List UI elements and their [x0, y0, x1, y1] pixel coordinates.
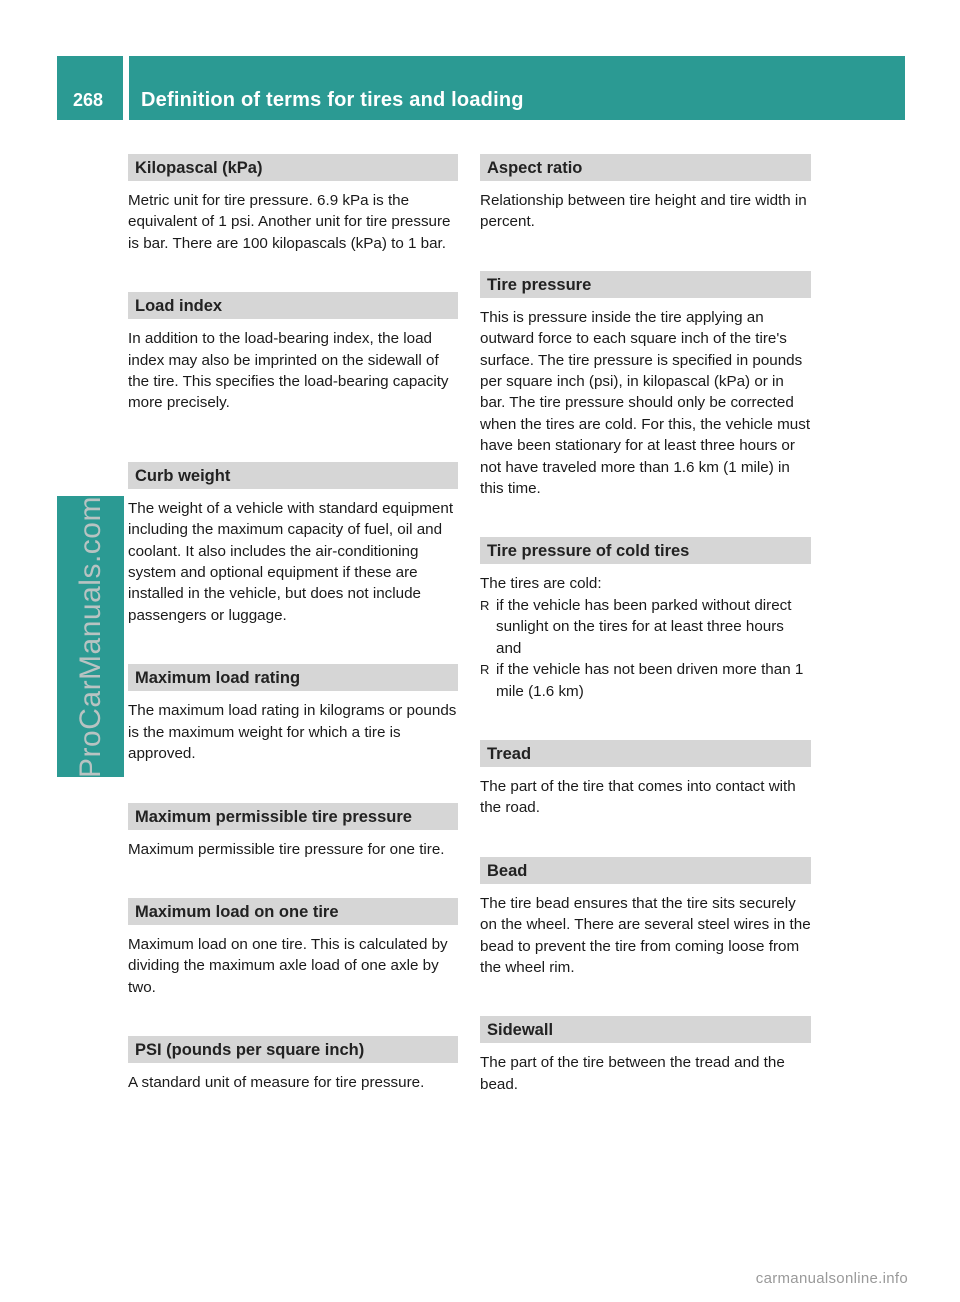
term-body: In addition to the load-bearing index, the load index may also be imprinted on the sidewall of the tire. This specifies the load-bearing capacity more precisely.	[128, 330, 449, 412]
term-heading: Curb weight	[128, 462, 458, 489]
term-bead	[480, 857, 811, 979]
term-heading: Kilopascal (kPa)	[128, 154, 458, 181]
term-body: A standard unit of measure for tire pressure.	[128, 1074, 425, 1092]
term-maximum-permissible-tire-pressure	[128, 803, 458, 860]
side-watermark	[57, 496, 124, 777]
term-body: This is pressure inside the tire applying an outward force to each square inch of the tire's surface. The tire pressure is specified in pounds per square inch (psi), in kilopascal (kPa) or in bar. The tire pressure should only be corrected when the tires are cold. For this, the vehicle must have been stationary for at least three hours or not have traveled more than 1.6 km (1 mile) in this time.	[480, 308, 811, 498]
term-maximum-load-rating	[128, 664, 458, 764]
term-heading: Maximum load on one tire	[128, 898, 458, 925]
term-heading: Tire pressure	[480, 271, 811, 298]
header-divider	[123, 56, 129, 120]
term-load-index	[128, 292, 458, 414]
term-heading: Sidewall	[480, 1016, 811, 1043]
page-number: 268	[72, 90, 104, 110]
term-heading: Tread	[480, 740, 811, 767]
term-heading: PSI (pounds per square inch)	[128, 1036, 458, 1063]
left-column	[128, 154, 458, 1094]
term-body: Maximum permissible tire pressure for one tire.	[128, 840, 445, 858]
term-body: The part of the tire that comes into contact with the road.	[480, 777, 796, 817]
bullet-list	[480, 595, 811, 702]
term-body: The tires are cold:	[480, 575, 602, 593]
term-tread	[480, 740, 811, 819]
term-body: Maximum load on one tire. This is calculated by dividing the maximum axle load of one axle by two.	[128, 935, 448, 996]
term-heading: Maximum load rating	[128, 664, 458, 691]
term-heading: Aspect ratio	[480, 154, 811, 181]
term-body: The weight of a vehicle with standard equipment including the maximum capacity of fuel, oil and coolant. It also includes the air-conditioning system and optional equipment if these are installed in the vehicle, but does not include passengers or luggage.	[128, 499, 454, 624]
term-maximum-load-on-one-tire	[128, 898, 458, 998]
term-curb-weight	[128, 462, 458, 626]
page-header	[57, 56, 905, 120]
bullet-item: R if the vehicle has not been driven more than 1 mile (1.6 km)	[480, 659, 811, 702]
term-body: Relationship between tire height and tire width in percent.	[480, 192, 807, 231]
term-aspect-ratio	[480, 154, 811, 233]
term-tire-pressure-cold	[480, 537, 811, 701]
term-kilopascal	[128, 154, 458, 254]
term-psi	[128, 1036, 458, 1093]
term-heading: Tire pressure of cold tires	[480, 537, 811, 564]
bullet-item: R if the vehicle has been parked without direct sunlight on the tires for at least three hours and	[480, 595, 811, 659]
term-body: Metric unit for tire pressure. 6.9 kPa is the equivalent of 1 psi. Another unit for tire pressure is bar. There are 100 kilopascals (kPa) to 1 bar.	[128, 192, 451, 252]
term-body: The maximum load rating in kilograms or pounds is the maximum weight for which a tire is approved.	[128, 702, 457, 763]
side-watermark-text: ProCarManuals.com	[73, 495, 107, 778]
right-column	[480, 154, 811, 1095]
term-tire-pressure	[480, 271, 811, 500]
bottom-watermark: carmanualsonline.info	[755, 1270, 908, 1287]
term-heading: Load index	[128, 292, 458, 319]
term-heading: Maximum permissible tire pressure	[128, 803, 458, 830]
term-body: The part of the tire between the tread and the bead.	[480, 1054, 785, 1093]
term-heading: Bead	[480, 857, 811, 884]
term-body: The tire bead ensures that the tire sits securely on the wheel. There are several steel wires in the bead to prevent the tire from coming loose from the wheel rim.	[480, 894, 811, 976]
term-sidewall	[480, 1016, 811, 1095]
page-title: Definition of terms for tires and loading	[141, 89, 524, 111]
